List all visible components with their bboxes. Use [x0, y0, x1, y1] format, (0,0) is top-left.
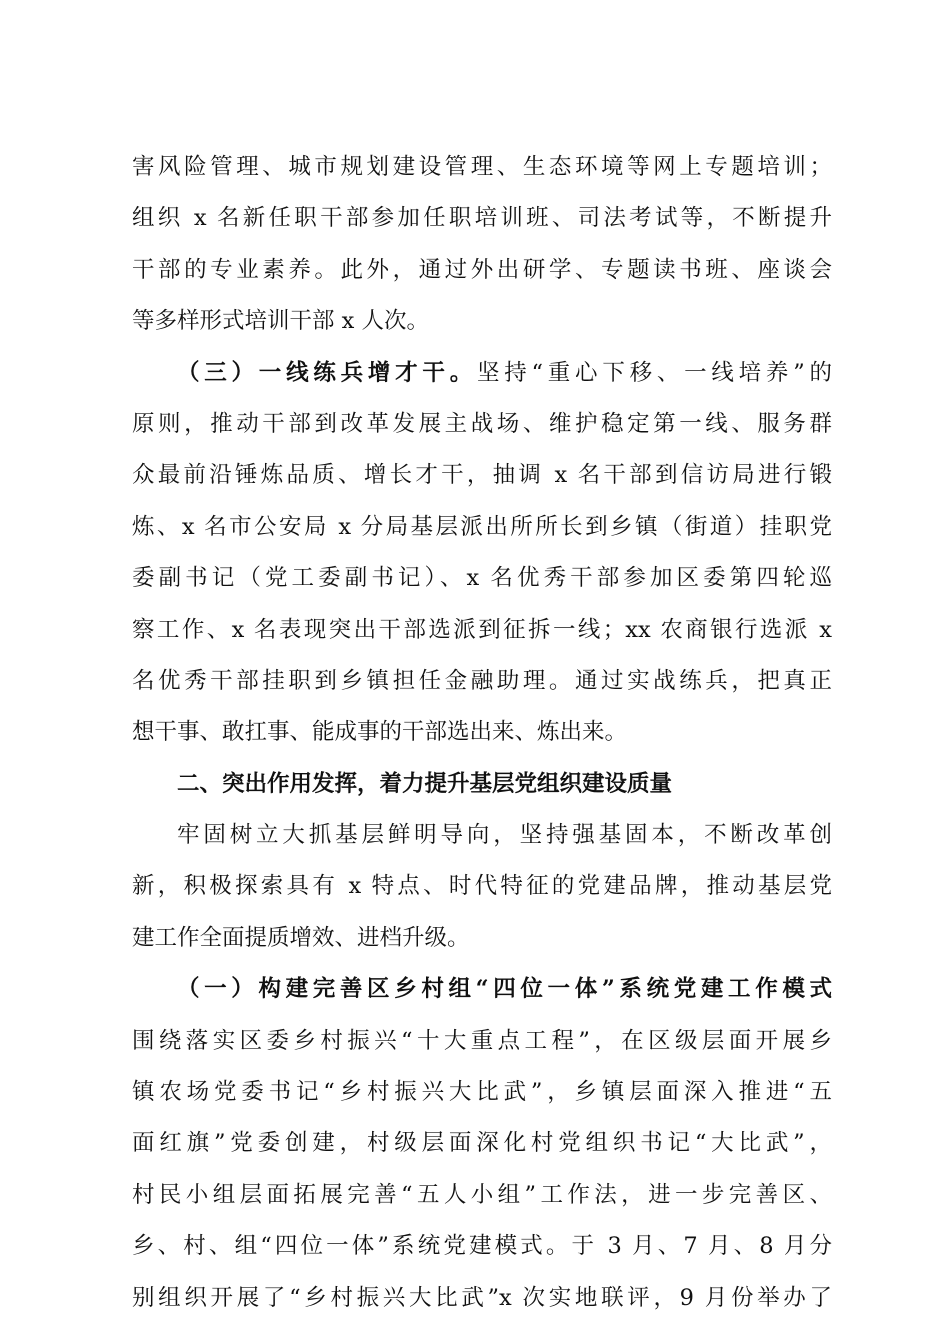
- text-line: 害风险管理、城市规划建设管理、生态环境等网上专题培训；: [132, 154, 832, 180]
- text-line: 察工作、x 名表现突出干部选派到征拆一线；xx 农商银行选派 x: [132, 616, 832, 643]
- text-line: 别组织开展了“乡村振兴大比武”x 次实地联评，9 月份举办了: [132, 1284, 832, 1311]
- text-line: 村民小组层面拓展完善“五人小组”工作法，进一步完善区、: [132, 1181, 832, 1208]
- subheading-line: [132, 964, 832, 1015]
- text-line: 乡、村、组“四位一体”系统党建模式。于 3 月、7 月、8 月分: [132, 1233, 832, 1260]
- text-line: 炼、x 名市公安局 x 分局基层派出所所长到乡镇（街道）挂职党: [132, 513, 832, 540]
- subheading-rest: 坚持“重心下移、一线培养”的: [476, 359, 832, 386]
- text-line: 干部的专业素养。此外，通过外出研学、专题读书班、座谈会: [132, 256, 832, 283]
- paragraph-four-in-one: [132, 964, 832, 1324]
- paragraph-frontline-training: [132, 348, 832, 759]
- subheading-line: [132, 348, 832, 399]
- text-line: 原则，推动干部到改革发展主战场、维护稳定第一线、服务群: [132, 410, 832, 437]
- text-line: 委副书记（党工委副书记）、x 名优秀干部参加区委第四轮巡: [132, 565, 832, 592]
- paragraph-grassroots-intro: [132, 810, 832, 964]
- text-line: 想干事、敢扛事、能成事的干部选出来、炼出来。: [132, 719, 628, 746]
- paragraph-training: [132, 142, 832, 348]
- text-line: 组织 x 名新任职干部参加任职培训班、司法考试等，不断提升: [132, 205, 832, 232]
- subheading-title: （三）一线练兵增才干。: [177, 359, 477, 386]
- text-line: 众最前沿锤炼品质、增长才干，抽调 x 名干部到信访局进行锻: [132, 462, 832, 489]
- text-line: 围绕落实区委乡村振兴“十大重点工程”，在区级层面开展乡: [132, 1027, 832, 1054]
- text-line: 等多样形式培训干部 x 人次。: [132, 308, 429, 335]
- section-heading: 二、突出作用发挥，着力提升基层党组织建设质量: [177, 770, 673, 797]
- subheading-title: （一）构建完善区乡村组“四位一体”系统党建工作模式: [177, 976, 832, 1003]
- document-body: [132, 142, 832, 1324]
- text-line: 面红旗”党委创建，村级层面深化村党组织书记“大比武”，: [132, 1130, 832, 1157]
- text-line: 镇农场党委书记“乡村振兴大比武”，乡镇层面深入推进“五: [132, 1079, 832, 1106]
- text-line: 名优秀干部挂职到乡镇担任金融助理。通过实战练兵，把真正: [132, 667, 832, 694]
- text-line: 建工作全面提质增效、进档升级。: [132, 924, 470, 951]
- text-line: 牢固树立大抓基层鲜明导向，坚持强基固本，不断改革创: [177, 822, 832, 849]
- text-line: 新，积极探索具有 x 特点、时代特征的党建品牌，推动基层党: [132, 873, 832, 900]
